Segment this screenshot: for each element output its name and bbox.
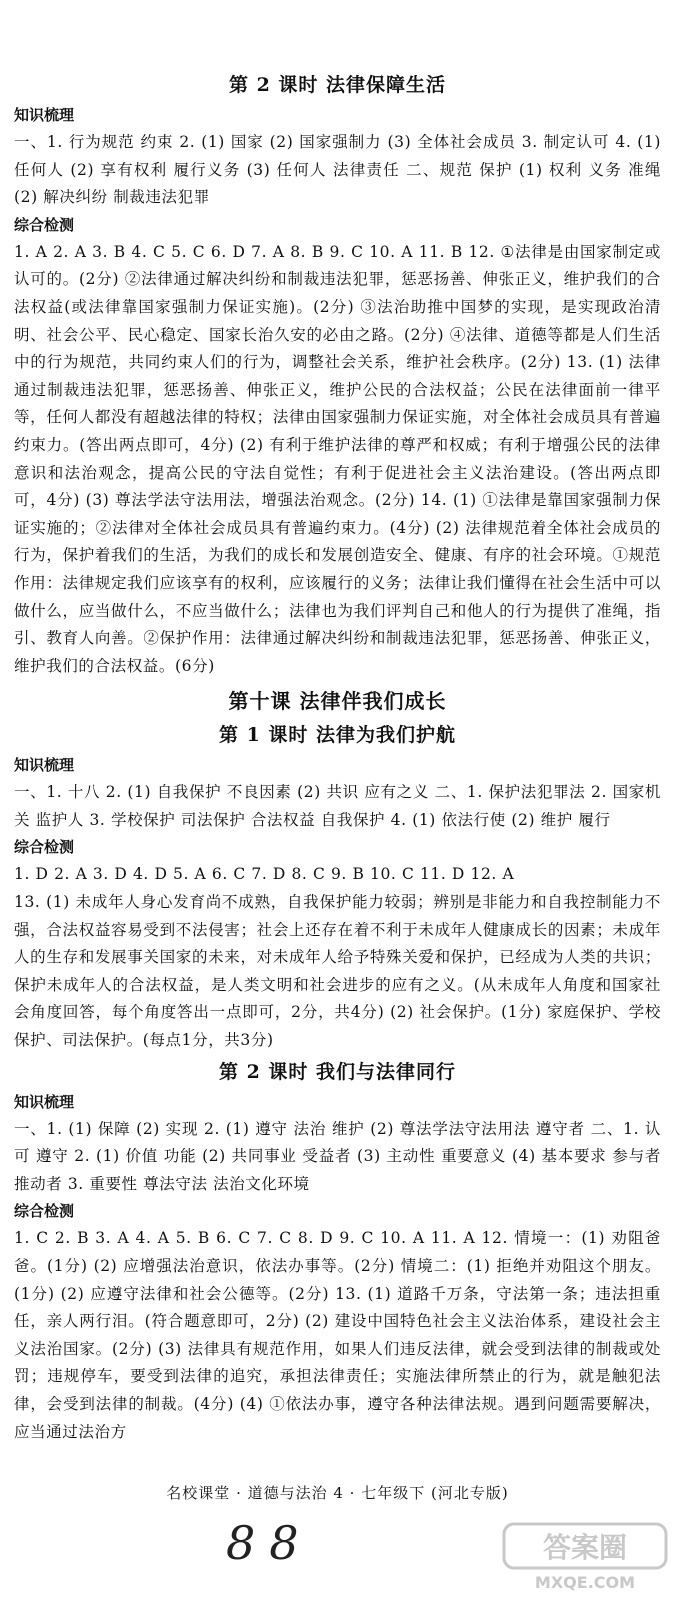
section-title: 第 2 课时 我们与法律同行 <box>218 1060 457 1083</box>
knowledge-heading: 知识梳理 <box>14 106 75 124</box>
page-footer: 名校课堂 · 道德与法治 4 · 七年级下 (河北专版) <box>166 1484 509 1502</box>
watermark-text-top: 答案圈 <box>542 1531 628 1564</box>
watermark-text-bottom: MXQE.COM <box>534 1573 636 1592</box>
test-text: 1. D 2. A 3. D 4. D 5. A 6. C 7. D 8. C 9. B 10. C 11. D 12. A 13. (1) 未成年人身心发育尚不成熟，自我保护能力较弱；辨别是非能力和自我控制能力不强，合法权益容易受到不法侵害；社会上还存在着不利于未成年人健康成长的因素；未成年人的生存和发展事关国家的未来，对未成年人给予特殊关爱和保护，已经成为人类的共识；保护未成年人的合法权益，是人类文明和社会进步的应有之义。(从未成年人角度和国家社会角度回答，每个角度答出一点即可，2分，共4分) (2) 社会保护。(1分) 家庭保护、学校保护、司法保护。(每点1分，共3分) <box>14 865 661 1050</box>
lesson-title: 第十课 法律伴我们成长 <box>228 689 447 714</box>
test-heading: 综合检测 <box>14 215 75 234</box>
knowledge-text: 一、1. (1) 保障 (2) 实现 2. (1) 遵守 法治 维护 (2) 尊法学法守法用法 遵守者 二、1. 认可 遵守 2. (1) 价值 功能 (2) 共同事业 受益者 (3) 主动性 重要意义 (4) 基本要求 参与者 推动者 3. 重要性 尊法守法 法治文化环境 <box>14 1119 661 1193</box>
test-heading: 综合检测 <box>14 838 75 857</box>
test-text: 1. A 2. A 3. B 4. C 5. C 6. D 7. A 8. B 9. C 10. A 11. B 12. ①法律是由国家制定或认可的。(2分) ②法律通过解决纠纷和制裁违法犯罪，惩恶扬善、伸张正义，维护我们的合法权益(或法律靠国家强制力保证实施)。(2分) ③法治助推中国梦的实现，是实现政治清明、社会公平、民心稳定、国家长治久安的必由之路。(2分) ④法律、道德等都是人们生活中的行为规范，共同约束人们的行为，调整社会关系，维护社会秩序。(2分) 13. (1) 法律通过制裁违法犯罪，惩恶扬善、伸张正义，维护公民的合法权益；公民在法律面前一律平等，任何人都没有超越法律的特权；法律由国家强制力保证实施，对全体社会成员具有普遍约束力。(答出两点即可，4分) (2) 有利于维护法律的尊严和权威；有利于增强公民的法律意识和法治观念，提高公民的守法自觉性；有利于促进社会主义法治建设。(答出两点即可，4分) (3) 尊法学法守法用法，增强法治观念。(2分) 14. (1) ①法律是靠国家强制力保证实施的；②法律对全体社会成员具有普遍约束力。(4分) (2) 法律规范着全体社会成员的行为，保护着我们的生活，为我们的成长和发展创造安全、健康、有序的社会环境。①规范作用：法律规定我们应该享有的权利，应该履行的义务；法律让我们懂得在社会生活中可以做什么，应当做什么，不应当做什么；法律也为我们评判自己和他人的行为提供了准绳，指引、教育人向善。②保护作用：法律通过解决纠纷和制裁违法犯罪，惩恶扬善、伸张正义，维护我们的合法权益。(6分) <box>14 242 661 675</box>
knowledge-text: 一、1. 行为规范 约束 2. (1) 国家 (2) 国家强制力 (3) 全体社会成员 3. 制定认可 4. (1) 任何人 (2) 享有权利 履行义务 (3) 任何人 法律责任 二、规范 保护 (1) 权利 义务 准绳 (2) 解决纠纷 制裁违法犯罪 <box>14 133 661 207</box>
knowledge-heading: 知识梳理 <box>14 756 75 775</box>
test-heading: 综合检测 <box>14 1202 75 1221</box>
watermark-logo <box>502 1522 668 1594</box>
test-text: 1. C 2. B 3. A 4. A 5. B 6. C 7. C 8. D 9. C 10. A 11. A 12. 情境一：(1) 劝阻爸爸。(1分) (2) 应增强法治意识，依法办事等。(2分) 情境二：(1) 拒绝并劝阻这个朋友。(1分) (2) 应遵守法律和社会公德等。(2分) 13. (1) 道路千万条，守法第一条；违法担重任，亲人两行泪。(符合题意即可，2分) (2) 建设中国特色社会主义法治体系，建设社会主义法治国家。(2分) (3) 法律具有规范作用，如果人们违反法律，就会受到法律的制裁或处罚；违规停车，要受到法律的追究，承担法律责任；实施法律所禁止的行为，就是触犯法律，会受到法律的制裁。(4分) (4) ①依法办事，遵守各种法律法规。遇到问题需要解决，应当通过法治方 <box>14 1229 661 1441</box>
answer-content <box>14 68 661 1446</box>
section-title: 第 2 课时 法律保障生活 <box>228 74 447 96</box>
knowledge-text: 一、1. 十八 2. (1) 自我保护 不良因素 (2) 共识 应有之义 二、1. 保护法犯罪法 2. 国家机关 监护人 3. 学校保护 司法保护 合法权益 自我保护 4. (1) 依法行使 (2) 维护 履行 <box>14 783 661 829</box>
section-title: 第 1 课时 法律为我们护航 <box>218 724 457 747</box>
handwritten-page-number: 88 <box>226 1516 313 1570</box>
knowledge-heading: 知识梳理 <box>14 1092 75 1111</box>
